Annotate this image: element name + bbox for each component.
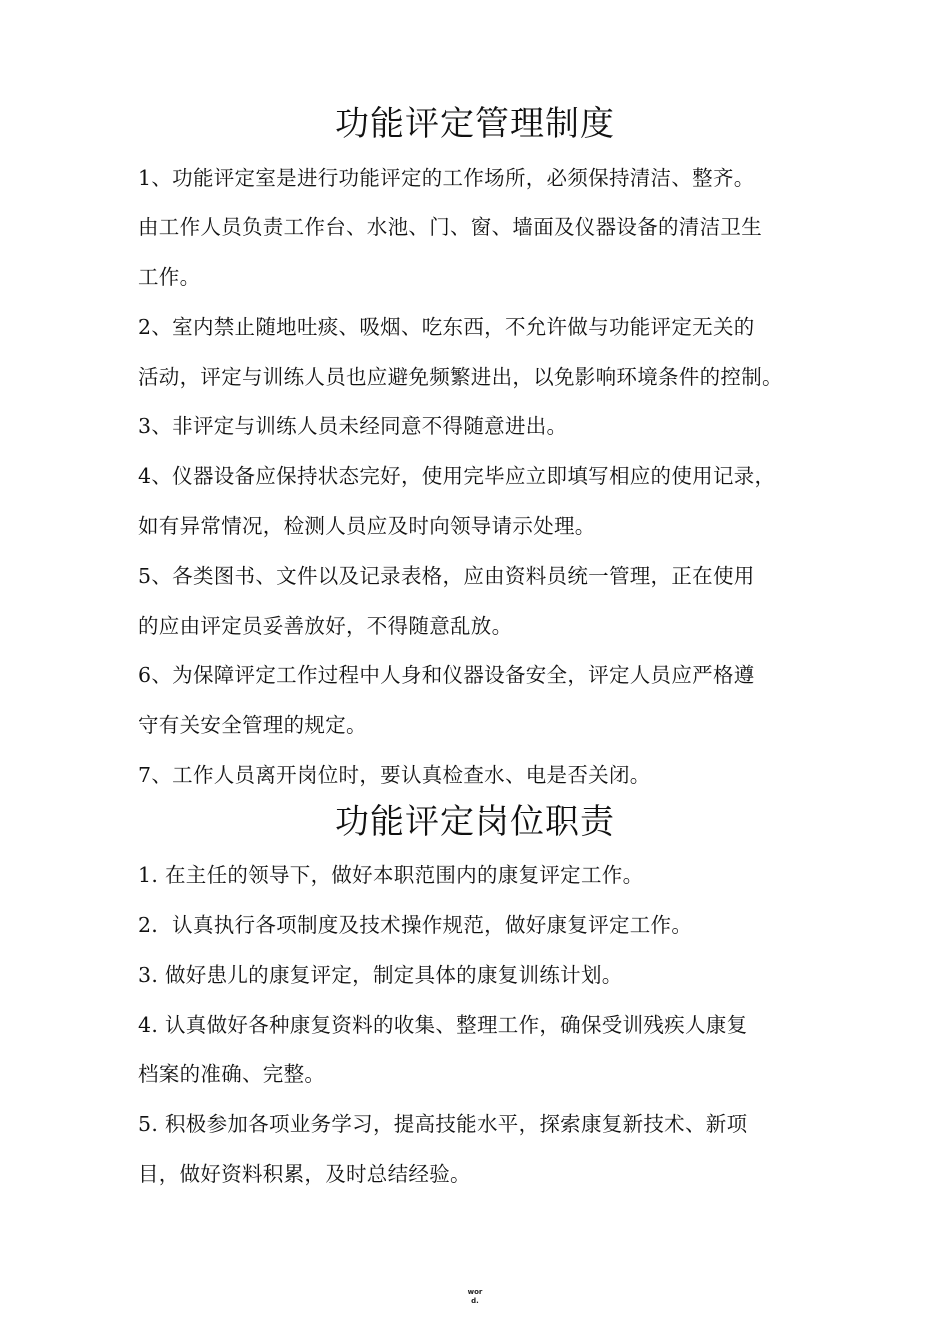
paragraph-line: 6、为保障评定工作过程中人身和仪器设备安全，评定人员应严格遵 xyxy=(138,663,755,687)
section-title-management: 功能评定管理制度 xyxy=(335,104,615,144)
paragraph-line: 4. 认真做好各种康复资料的收集、整理工作，确保受训残疾人康复 xyxy=(138,1013,748,1037)
paragraph-line: 活动，评定与训练人员也应避免频繁进出，以免影响环境条件的控制。 xyxy=(138,365,783,389)
paragraph-line: 3、非评定与训练人员未经同意不得随意进出。 xyxy=(138,414,568,438)
paragraph-line: 3. 做好患儿的康复评定，制定具体的康复训练计划。 xyxy=(138,963,623,987)
paragraph-line: 工作。 xyxy=(138,265,201,289)
paragraph-line: 2．认真执行各项制度及技术操作规范，做好康复评定工作。 xyxy=(138,913,693,937)
footer-text-line1: wor xyxy=(467,1288,483,1296)
paragraph-line: 守有关安全管理的规定。 xyxy=(138,713,367,737)
footer-text-line2: d. xyxy=(471,1297,479,1305)
paragraph-line: 7、工作人员离开岗位时，要认真检查水、电是否关闭。 xyxy=(138,763,651,787)
paragraph-line: 档案的准确、完整。 xyxy=(138,1062,326,1086)
paragraph-line: 的应由评定员妥善放好，不得随意乱放。 xyxy=(138,614,513,638)
paragraph-line: 5. 积极参加各项业务学习，提高技能水平，探索康复新技术、新项 xyxy=(138,1112,748,1136)
paragraph-line: 2、室内禁止随地吐痰、吸烟、吃东西，不允许做与功能评定无关的 xyxy=(138,315,755,339)
paragraph-line: 5、各类图书、文件以及记录表格，应由资料员统一管理，正在使用 xyxy=(138,564,755,588)
paragraph-line: 目，做好资料积累，及时总结经验。 xyxy=(138,1162,471,1186)
paragraph-line: 1. 在主任的领导下，做好本职范围内的康复评定工作。 xyxy=(138,863,644,887)
paragraph-line: 由工作人员负责工作台、水池、门、窗、墙面及仪器设备的清洁卫生 xyxy=(138,215,762,239)
section-title-duties: 功能评定岗位职责 xyxy=(335,802,615,842)
paragraph-line: 1、功能评定室是进行功能评定的工作场所，必须保持清洁、整齐。 xyxy=(138,166,755,190)
paragraph-line: 4、仪器设备应保持状态完好，使用完毕应立即填写相应的使用记录， xyxy=(138,464,776,488)
paragraph-line: 如有异常情况，检测人员应及时向领导请示处理。 xyxy=(138,514,596,538)
